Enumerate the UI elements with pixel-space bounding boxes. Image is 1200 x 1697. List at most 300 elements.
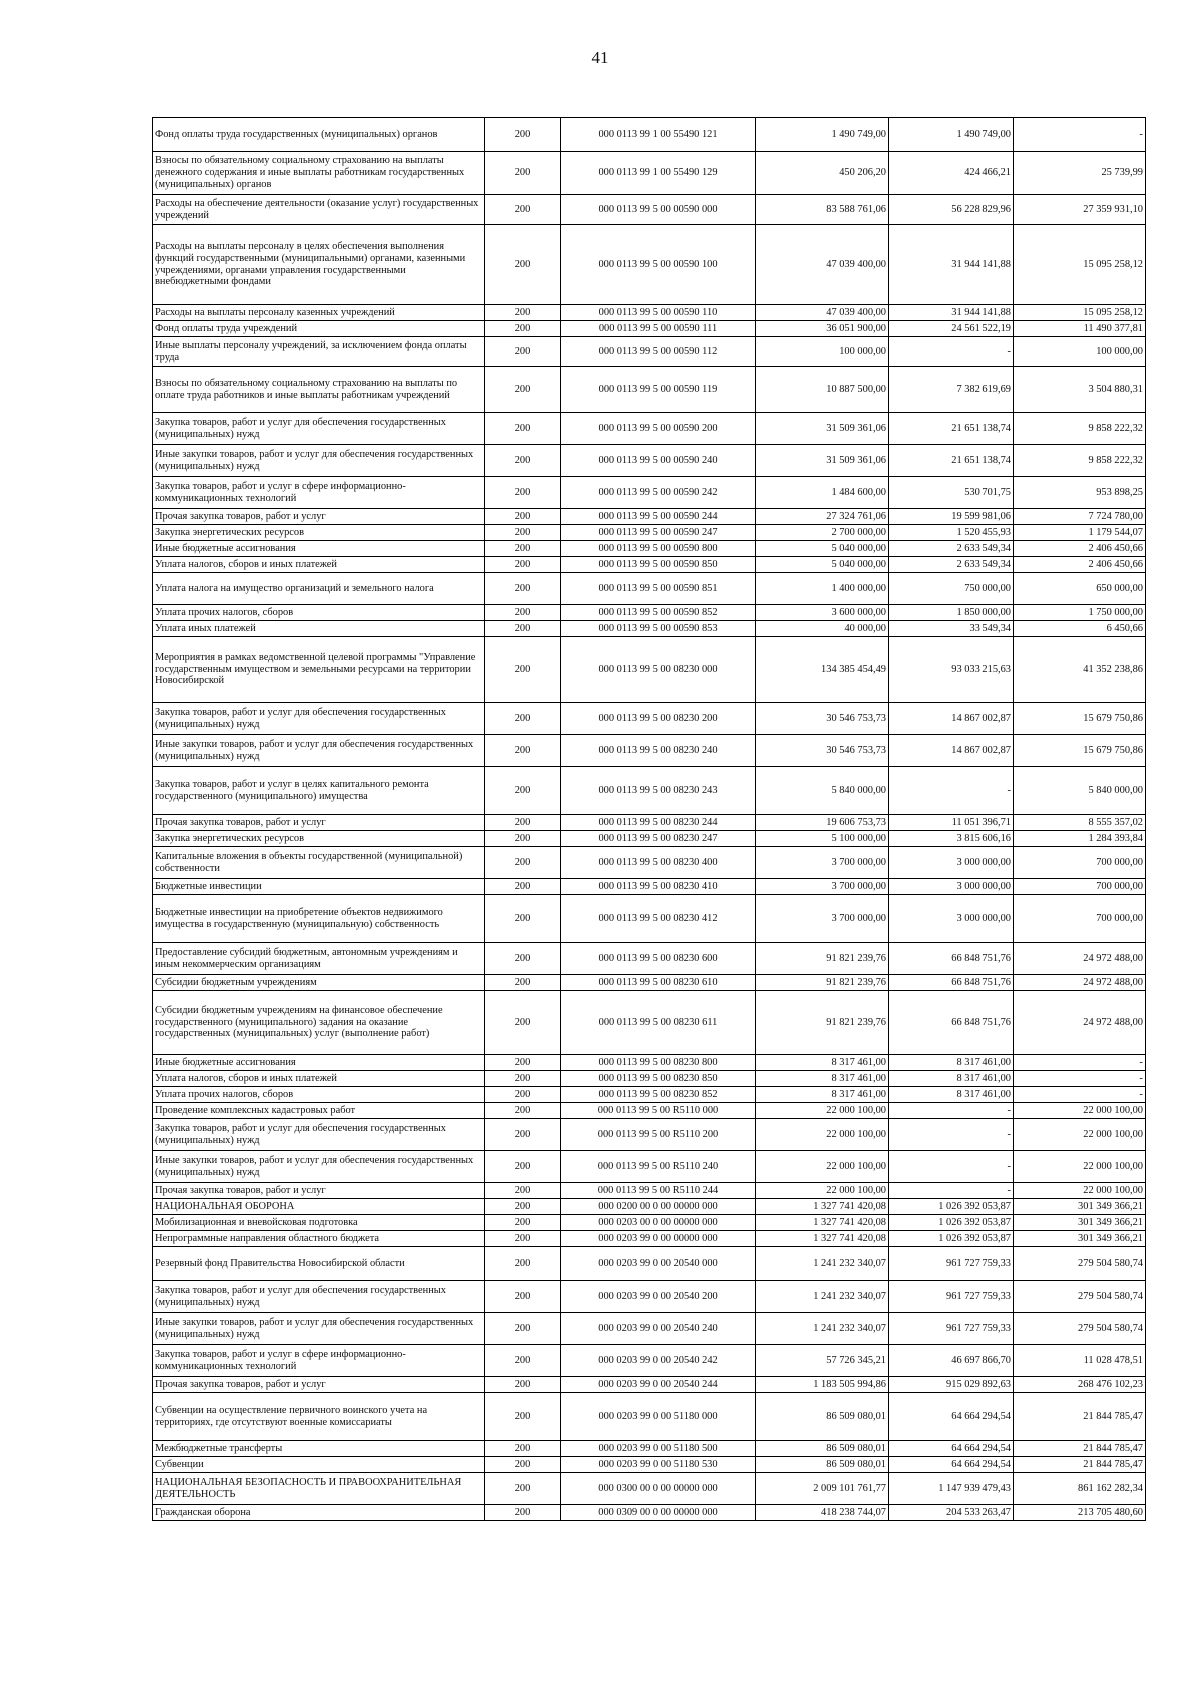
row-executed-cell: 64 664 294,54	[889, 1441, 1014, 1457]
row-name-cell: Закупка энергетических ресурсов	[153, 525, 485, 541]
row-remaining-cell: 22 000 100,00	[1014, 1119, 1146, 1151]
row-classification-cell: 000 0113 99 5 00 00590 000	[561, 195, 756, 225]
row-code-cell: 200	[485, 703, 561, 735]
row-classification-cell: 000 0203 99 0 00 51180 000	[561, 1393, 756, 1441]
row-classification-cell: 000 0113 99 5 00 R5110 244	[561, 1183, 756, 1199]
row-remaining-cell: 861 162 282,34	[1014, 1473, 1146, 1505]
row-classification-cell: 000 0113 99 5 00 08230 244	[561, 815, 756, 831]
row-executed-cell: 1 026 392 053,87	[889, 1215, 1014, 1231]
table-row	[153, 367, 1146, 413]
row-remaining-cell: 6 450,66	[1014, 621, 1146, 637]
row-executed-cell: 1 026 392 053,87	[889, 1231, 1014, 1247]
row-code-cell: 200	[485, 337, 561, 367]
row-name-cell: Предоставление субсидий бюджетным, автономным учреждениям и иным некоммерческим организациям	[153, 943, 485, 975]
row-code-cell: 200	[485, 815, 561, 831]
row-approved-cell: 1 327 741 420,08	[756, 1231, 889, 1247]
row-executed-cell: 1 520 455,93	[889, 525, 1014, 541]
row-name-cell: Закупка товаров, работ и услуг для обеспечения государственных (муниципальных) нужд	[153, 1281, 485, 1313]
row-approved-cell: 30 546 753,73	[756, 735, 889, 767]
table-row	[153, 1377, 1146, 1393]
row-remaining-cell: -	[1014, 118, 1146, 152]
table-row	[153, 767, 1146, 815]
row-executed-cell: 424 466,21	[889, 152, 1014, 195]
row-code-cell: 200	[485, 975, 561, 991]
row-classification-cell: 000 0203 99 0 00 20540 240	[561, 1313, 756, 1345]
row-name-cell: Мероприятия в рамках ведомственной целевой программы "Управление государственным имуществом и земельными ресурсами на территории Новосибирской	[153, 637, 485, 703]
row-classification-cell: 000 0200 00 0 00 00000 000	[561, 1199, 756, 1215]
row-code-cell: 200	[485, 1393, 561, 1441]
row-name-cell: Иные бюджетные ассигнования	[153, 1055, 485, 1071]
row-code-cell: 200	[485, 1071, 561, 1087]
row-code-cell: 200	[485, 1505, 561, 1521]
row-classification-cell: 000 0113 99 5 00 08230 600	[561, 943, 756, 975]
table-row	[153, 321, 1146, 337]
table-row	[153, 703, 1146, 735]
row-code-cell: 200	[485, 1473, 561, 1505]
row-code-cell: 200	[485, 621, 561, 637]
row-name-cell: Резервный фонд Правительства Новосибирской области	[153, 1247, 485, 1281]
row-name-cell: Прочая закупка товаров, работ и услуг	[153, 509, 485, 525]
row-classification-cell: 000 0113 99 5 00 00590 244	[561, 509, 756, 525]
row-classification-cell: 000 0113 99 5 00 08230 611	[561, 991, 756, 1055]
row-executed-cell: 14 867 002,87	[889, 735, 1014, 767]
row-executed-cell: 3 815 606,16	[889, 831, 1014, 847]
row-name-cell: Прочая закупка товаров, работ и услуг	[153, 1377, 485, 1393]
row-approved-cell: 1 241 232 340,07	[756, 1281, 889, 1313]
row-name-cell: Иные выплаты персоналу учреждений, за исключением фонда оплаты труда	[153, 337, 485, 367]
row-name-cell: Уплата прочих налогов, сборов	[153, 1087, 485, 1103]
table-row	[153, 118, 1146, 152]
row-code-cell: 200	[485, 831, 561, 847]
row-classification-cell: 000 0113 99 5 00 08230 400	[561, 847, 756, 879]
row-name-cell: Бюджетные инвестиции на приобретение объектов недвижимого имущества в государственную (муниципальную) собственность	[153, 895, 485, 943]
row-remaining-cell: 700 000,00	[1014, 879, 1146, 895]
row-code-cell: 200	[485, 991, 561, 1055]
row-code-cell: 200	[485, 847, 561, 879]
row-remaining-cell: -	[1014, 1071, 1146, 1087]
row-classification-cell: 000 0203 99 0 00 20540 244	[561, 1377, 756, 1393]
row-code-cell: 200	[485, 541, 561, 557]
row-executed-cell: -	[889, 1183, 1014, 1199]
table-row	[153, 1071, 1146, 1087]
table-row	[153, 991, 1146, 1055]
row-code-cell: 200	[485, 1457, 561, 1473]
table-row	[153, 152, 1146, 195]
row-executed-cell: 915 029 892,63	[889, 1377, 1014, 1393]
budget-execution-table	[152, 117, 1146, 1521]
row-classification-cell: 000 0113 99 5 00 00590 851	[561, 573, 756, 605]
table-row	[153, 1183, 1146, 1199]
row-code-cell: 200	[485, 605, 561, 621]
row-remaining-cell: 5 840 000,00	[1014, 767, 1146, 815]
row-code-cell: 200	[485, 305, 561, 321]
row-executed-cell: 3 000 000,00	[889, 847, 1014, 879]
row-code-cell: 200	[485, 413, 561, 445]
row-code-cell: 200	[485, 321, 561, 337]
row-approved-cell: 22 000 100,00	[756, 1119, 889, 1151]
row-executed-cell: 961 727 759,33	[889, 1313, 1014, 1345]
row-name-cell: Субсидии бюджетным учреждениям	[153, 975, 485, 991]
table-row	[153, 557, 1146, 573]
row-classification-cell: 000 0113 99 1 00 55490 121	[561, 118, 756, 152]
table-row	[153, 1199, 1146, 1215]
row-executed-cell: 19 599 981,06	[889, 509, 1014, 525]
table-row	[153, 1457, 1146, 1473]
row-classification-cell: 000 0203 00 0 00 00000 000	[561, 1215, 756, 1231]
table-row	[153, 605, 1146, 621]
row-executed-cell: 1 147 939 479,43	[889, 1473, 1014, 1505]
row-approved-cell: 5 840 000,00	[756, 767, 889, 815]
table-row	[153, 1441, 1146, 1457]
row-classification-cell: 000 0113 99 5 00 00590 200	[561, 413, 756, 445]
table-row	[153, 1281, 1146, 1313]
row-remaining-cell: 301 349 366,21	[1014, 1231, 1146, 1247]
row-approved-cell: 31 509 361,06	[756, 413, 889, 445]
table-row	[153, 847, 1146, 879]
row-classification-cell: 000 0203 99 0 00 20540 000	[561, 1247, 756, 1281]
row-code-cell: 200	[485, 767, 561, 815]
row-remaining-cell: 15 095 258,12	[1014, 225, 1146, 305]
row-remaining-cell: 21 844 785,47	[1014, 1393, 1146, 1441]
row-approved-cell: 3 700 000,00	[756, 895, 889, 943]
row-name-cell: Взносы по обязательному социальному страхованию на выплаты по оплате труда работников и иные выплаты работникам учреждений	[153, 367, 485, 413]
row-approved-cell: 86 509 080,01	[756, 1441, 889, 1457]
row-executed-cell: 11 051 396,71	[889, 815, 1014, 831]
row-approved-cell: 8 317 461,00	[756, 1055, 889, 1071]
row-remaining-cell: 650 000,00	[1014, 573, 1146, 605]
row-approved-cell: 450 206,20	[756, 152, 889, 195]
row-approved-cell: 1 327 741 420,08	[756, 1199, 889, 1215]
row-executed-cell: -	[889, 1151, 1014, 1183]
row-code-cell: 200	[485, 1087, 561, 1103]
row-name-cell: Иные бюджетные ассигнования	[153, 541, 485, 557]
row-approved-cell: 3 600 000,00	[756, 605, 889, 621]
row-name-cell: Мобилизационная и вневойсковая подготовка	[153, 1215, 485, 1231]
row-classification-cell: 000 0203 99 0 00 00000 000	[561, 1231, 756, 1247]
row-code-cell: 200	[485, 1215, 561, 1231]
table-row	[153, 541, 1146, 557]
row-approved-cell: 2 700 000,00	[756, 525, 889, 541]
row-approved-cell: 22 000 100,00	[756, 1151, 889, 1183]
table-row	[153, 943, 1146, 975]
row-name-cell: Закупка товаров, работ и услуг для обеспечения государственных (муниципальных) нужд	[153, 703, 485, 735]
row-code-cell: 200	[485, 735, 561, 767]
row-name-cell: НАЦИОНАЛЬНАЯ БЕЗОПАСНОСТЬ И ПРАВООХРАНИТЕЛЬНАЯ ДЕЯТЕЛЬНОСТЬ	[153, 1473, 485, 1505]
table-row	[153, 1119, 1146, 1151]
row-classification-cell: 000 0203 99 0 00 51180 530	[561, 1457, 756, 1473]
row-name-cell: Межбюджетные трансферты	[153, 1441, 485, 1457]
row-code-cell: 200	[485, 879, 561, 895]
row-name-cell: Уплата иных платежей	[153, 621, 485, 637]
row-code-cell: 200	[485, 557, 561, 573]
row-approved-cell: 1 327 741 420,08	[756, 1215, 889, 1231]
table-row	[153, 895, 1146, 943]
row-remaining-cell: 1 284 393,84	[1014, 831, 1146, 847]
row-executed-cell: 24 561 522,19	[889, 321, 1014, 337]
row-name-cell: Закупка товаров, работ и услуг в сфере информационно-коммуникационных технологий	[153, 1345, 485, 1377]
row-classification-cell: 000 0113 99 5 00 R5110 240	[561, 1151, 756, 1183]
row-classification-cell: 000 0300 00 0 00 00000 000	[561, 1473, 756, 1505]
row-code-cell: 200	[485, 1313, 561, 1345]
row-executed-cell: 93 033 215,63	[889, 637, 1014, 703]
row-classification-cell: 000 0113 99 5 00 00590 111	[561, 321, 756, 337]
row-executed-cell: 64 664 294,54	[889, 1393, 1014, 1441]
row-code-cell: 200	[485, 509, 561, 525]
row-remaining-cell: 22 000 100,00	[1014, 1151, 1146, 1183]
row-classification-cell: 000 0113 99 5 00 08230 410	[561, 879, 756, 895]
row-name-cell: Закупка товаров, работ и услуг для обеспечения государственных (муниципальных) нужд	[153, 1119, 485, 1151]
row-name-cell: Гражданская оборона	[153, 1505, 485, 1521]
table-row	[153, 195, 1146, 225]
row-classification-cell: 000 0113 99 5 00 00590 853	[561, 621, 756, 637]
row-name-cell: Фонд оплаты труда учреждений	[153, 321, 485, 337]
row-classification-cell: 000 0113 99 5 00 00590 800	[561, 541, 756, 557]
row-approved-cell: 1 490 749,00	[756, 118, 889, 152]
row-executed-cell: 66 848 751,76	[889, 943, 1014, 975]
table-row	[153, 1231, 1146, 1247]
row-code-cell: 200	[485, 1377, 561, 1393]
row-executed-cell: 1 026 392 053,87	[889, 1199, 1014, 1215]
row-remaining-cell: 1 179 544,07	[1014, 525, 1146, 541]
row-classification-cell: 000 0113 99 1 00 55490 129	[561, 152, 756, 195]
table-row	[153, 1103, 1146, 1119]
row-name-cell: Уплата налогов, сборов и иных платежей	[153, 557, 485, 573]
row-remaining-cell: 24 972 488,00	[1014, 943, 1146, 975]
row-approved-cell: 47 039 400,00	[756, 305, 889, 321]
row-code-cell: 200	[485, 1247, 561, 1281]
table-row	[153, 1393, 1146, 1441]
row-approved-cell: 57 726 345,21	[756, 1345, 889, 1377]
row-remaining-cell: 25 739,99	[1014, 152, 1146, 195]
row-classification-cell: 000 0113 99 5 00 R5110 200	[561, 1119, 756, 1151]
row-approved-cell: 86 509 080,01	[756, 1457, 889, 1473]
row-approved-cell: 3 700 000,00	[756, 847, 889, 879]
page-number: 41	[591, 48, 609, 67]
row-name-cell: НАЦИОНАЛЬНАЯ ОБОРОНА	[153, 1199, 485, 1215]
row-executed-cell: -	[889, 767, 1014, 815]
row-code-cell: 200	[485, 1055, 561, 1071]
row-remaining-cell: 22 000 100,00	[1014, 1183, 1146, 1199]
row-name-cell: Проведение комплексных кадастровых работ	[153, 1103, 485, 1119]
row-name-cell: Закупка товаров, работ и услуг в целях капитального ремонта государственного (муниципального) имущества	[153, 767, 485, 815]
row-classification-cell: 000 0113 99 5 00 08230 850	[561, 1071, 756, 1087]
table-row	[153, 1151, 1146, 1183]
row-name-cell: Уплата налога на имущество организаций и земельного налога	[153, 573, 485, 605]
row-name-cell: Прочая закупка товаров, работ и услуг	[153, 1183, 485, 1199]
row-approved-cell: 36 051 900,00	[756, 321, 889, 337]
table-row	[153, 879, 1146, 895]
row-approved-cell: 19 606 753,73	[756, 815, 889, 831]
row-remaining-cell: 301 349 366,21	[1014, 1199, 1146, 1215]
row-code-cell: 200	[485, 152, 561, 195]
table-row	[153, 1247, 1146, 1281]
row-code-cell: 200	[485, 118, 561, 152]
row-name-cell: Субсидии бюджетным учреждениям на финансовое обеспечение государственного (муниципального) задания на оказание государственных (муниципальных) услуг (выполнение работ)	[153, 991, 485, 1055]
row-executed-cell: 66 848 751,76	[889, 991, 1014, 1055]
row-approved-cell: 22 000 100,00	[756, 1103, 889, 1119]
row-executed-cell: 7 382 619,69	[889, 367, 1014, 413]
row-name-cell: Уплата прочих налогов, сборов	[153, 605, 485, 621]
row-name-cell: Расходы на обеспечение деятельности (оказание услуг) государственных учреждений	[153, 195, 485, 225]
row-executed-cell: 1 490 749,00	[889, 118, 1014, 152]
row-classification-cell: 000 0113 99 5 00 08230 412	[561, 895, 756, 943]
row-executed-cell: 1 850 000,00	[889, 605, 1014, 621]
row-remaining-cell: 27 359 931,10	[1014, 195, 1146, 225]
table-row	[153, 975, 1146, 991]
row-approved-cell: 1 484 600,00	[756, 477, 889, 509]
row-remaining-cell: 9 858 222,32	[1014, 413, 1146, 445]
row-name-cell: Бюджетные инвестиции	[153, 879, 485, 895]
row-classification-cell: 000 0113 99 5 00 08230 200	[561, 703, 756, 735]
row-classification-cell: 000 0113 99 5 00 08230 852	[561, 1087, 756, 1103]
row-classification-cell: 000 0113 99 5 00 00590 240	[561, 445, 756, 477]
row-approved-cell: 1 183 505 994,86	[756, 1377, 889, 1393]
row-classification-cell: 000 0113 99 5 00 00590 242	[561, 477, 756, 509]
row-code-cell: 200	[485, 573, 561, 605]
table-row	[153, 831, 1146, 847]
row-executed-cell: 750 000,00	[889, 573, 1014, 605]
row-classification-cell: 000 0203 99 0 00 20540 200	[561, 1281, 756, 1313]
row-classification-cell: 000 0113 99 5 00 00590 110	[561, 305, 756, 321]
table-row	[153, 573, 1146, 605]
row-remaining-cell: 15 095 258,12	[1014, 305, 1146, 321]
row-approved-cell: 100 000,00	[756, 337, 889, 367]
row-code-cell: 200	[485, 225, 561, 305]
table-row	[153, 637, 1146, 703]
table-row	[153, 413, 1146, 445]
row-approved-cell: 1 400 000,00	[756, 573, 889, 605]
row-name-cell: Иные закупки товаров, работ и услуг для обеспечения государственных (муниципальных) нужд	[153, 1313, 485, 1345]
row-approved-cell: 8 317 461,00	[756, 1071, 889, 1087]
row-remaining-cell: -	[1014, 1087, 1146, 1103]
row-remaining-cell: 24 972 488,00	[1014, 975, 1146, 991]
row-executed-cell: 204 533 263,47	[889, 1505, 1014, 1521]
table-row	[153, 445, 1146, 477]
row-code-cell: 200	[485, 367, 561, 413]
row-remaining-cell: 268 476 102,23	[1014, 1377, 1146, 1393]
row-classification-cell: 000 0113 99 5 00 00590 850	[561, 557, 756, 573]
row-code-cell: 200	[485, 445, 561, 477]
row-code-cell: 200	[485, 477, 561, 509]
row-approved-cell: 27 324 761,06	[756, 509, 889, 525]
row-remaining-cell: 700 000,00	[1014, 895, 1146, 943]
row-code-cell: 200	[485, 195, 561, 225]
row-classification-cell: 000 0113 99 5 00 08230 243	[561, 767, 756, 815]
row-remaining-cell: 9 858 222,32	[1014, 445, 1146, 477]
row-name-cell: Расходы на выплаты персоналу казенных учреждений	[153, 305, 485, 321]
row-executed-cell: 56 228 829,96	[889, 195, 1014, 225]
row-executed-cell: 21 651 138,74	[889, 413, 1014, 445]
table-row	[153, 1345, 1146, 1377]
row-classification-cell: 000 0203 99 0 00 51180 500	[561, 1441, 756, 1457]
row-executed-cell: 8 317 461,00	[889, 1071, 1014, 1087]
row-name-cell: Прочая закупка товаров, работ и услуг	[153, 815, 485, 831]
row-executed-cell: 961 727 759,33	[889, 1281, 1014, 1313]
row-approved-cell: 47 039 400,00	[756, 225, 889, 305]
row-remaining-cell: 21 844 785,47	[1014, 1441, 1146, 1457]
row-approved-cell: 134 385 454,49	[756, 637, 889, 703]
table-row	[153, 1215, 1146, 1231]
row-executed-cell: 8 317 461,00	[889, 1055, 1014, 1071]
row-remaining-cell: 3 504 880,31	[1014, 367, 1146, 413]
row-classification-cell: 000 0113 99 5 00 R5110 000	[561, 1103, 756, 1119]
row-executed-cell: 961 727 759,33	[889, 1247, 1014, 1281]
row-remaining-cell: 2 406 450,66	[1014, 541, 1146, 557]
row-remaining-cell: 8 555 357,02	[1014, 815, 1146, 831]
row-remaining-cell: 1 750 000,00	[1014, 605, 1146, 621]
row-executed-cell: -	[889, 1103, 1014, 1119]
row-executed-cell: 21 651 138,74	[889, 445, 1014, 477]
row-approved-cell: 91 821 239,76	[756, 991, 889, 1055]
row-name-cell: Уплата налогов, сборов и иных платежей	[153, 1071, 485, 1087]
row-remaining-cell: 24 972 488,00	[1014, 991, 1146, 1055]
row-code-cell: 200	[485, 637, 561, 703]
row-remaining-cell: 700 000,00	[1014, 847, 1146, 879]
row-code-cell: 200	[485, 1183, 561, 1199]
row-executed-cell: -	[889, 337, 1014, 367]
row-approved-cell: 1 241 232 340,07	[756, 1313, 889, 1345]
row-classification-cell: 000 0113 99 5 00 00590 852	[561, 605, 756, 621]
row-name-cell: Закупка энергетических ресурсов	[153, 831, 485, 847]
table-row	[153, 1055, 1146, 1071]
row-approved-cell: 8 317 461,00	[756, 1087, 889, 1103]
table-row	[153, 735, 1146, 767]
row-remaining-cell: 7 724 780,00	[1014, 509, 1146, 525]
row-name-cell: Субвенции на осуществление первичного воинского учета на территориях, где отсутствуют военные комиссариаты	[153, 1393, 485, 1441]
row-executed-cell: 3 000 000,00	[889, 895, 1014, 943]
row-executed-cell: 33 549,34	[889, 621, 1014, 637]
row-executed-cell: 31 944 141,88	[889, 305, 1014, 321]
row-executed-cell: 3 000 000,00	[889, 879, 1014, 895]
row-approved-cell: 91 821 239,76	[756, 975, 889, 991]
row-approved-cell: 5 040 000,00	[756, 541, 889, 557]
row-approved-cell: 10 887 500,00	[756, 367, 889, 413]
row-remaining-cell: 953 898,25	[1014, 477, 1146, 509]
row-remaining-cell: 11 028 478,51	[1014, 1345, 1146, 1377]
row-executed-cell: 66 848 751,76	[889, 975, 1014, 991]
row-remaining-cell: 301 349 366,21	[1014, 1215, 1146, 1231]
row-name-cell: Капитальные вложения в объекты государственной (муниципальной) собственности	[153, 847, 485, 879]
row-executed-cell: 8 317 461,00	[889, 1087, 1014, 1103]
row-code-cell: 200	[485, 943, 561, 975]
table-row	[153, 525, 1146, 541]
row-name-cell: Закупка товаров, работ и услуг для обеспечения государственных (муниципальных) нужд	[153, 413, 485, 445]
row-approved-cell: 91 821 239,76	[756, 943, 889, 975]
table-body	[153, 118, 1146, 1521]
row-executed-cell: 64 664 294,54	[889, 1457, 1014, 1473]
row-remaining-cell: 21 844 785,47	[1014, 1457, 1146, 1473]
table-row	[153, 337, 1146, 367]
row-remaining-cell: 213 705 480,60	[1014, 1505, 1146, 1521]
row-executed-cell: 530 701,75	[889, 477, 1014, 509]
row-code-cell: 200	[485, 1441, 561, 1457]
table-row	[153, 621, 1146, 637]
row-remaining-cell: 279 504 580,74	[1014, 1313, 1146, 1345]
row-classification-cell: 000 0113 99 5 00 08230 000	[561, 637, 756, 703]
row-code-cell: 200	[485, 1199, 561, 1215]
table-row	[153, 225, 1146, 305]
row-classification-cell: 000 0113 99 5 00 08230 610	[561, 975, 756, 991]
row-name-cell: Иные закупки товаров, работ и услуг для обеспечения государственных (муниципальных) нужд	[153, 735, 485, 767]
row-name-cell: Взносы по обязательному социальному страхованию на выплаты денежного содержания и иные выплаты работникам государственных (муниципальных) органов	[153, 152, 485, 195]
row-remaining-cell: 279 504 580,74	[1014, 1247, 1146, 1281]
row-executed-cell: -	[889, 1119, 1014, 1151]
row-code-cell: 200	[485, 1281, 561, 1313]
row-code-cell: 200	[485, 1151, 561, 1183]
row-executed-cell: 2 633 549,34	[889, 541, 1014, 557]
row-code-cell: 200	[485, 895, 561, 943]
row-classification-cell: 000 0113 99 5 00 08230 800	[561, 1055, 756, 1071]
